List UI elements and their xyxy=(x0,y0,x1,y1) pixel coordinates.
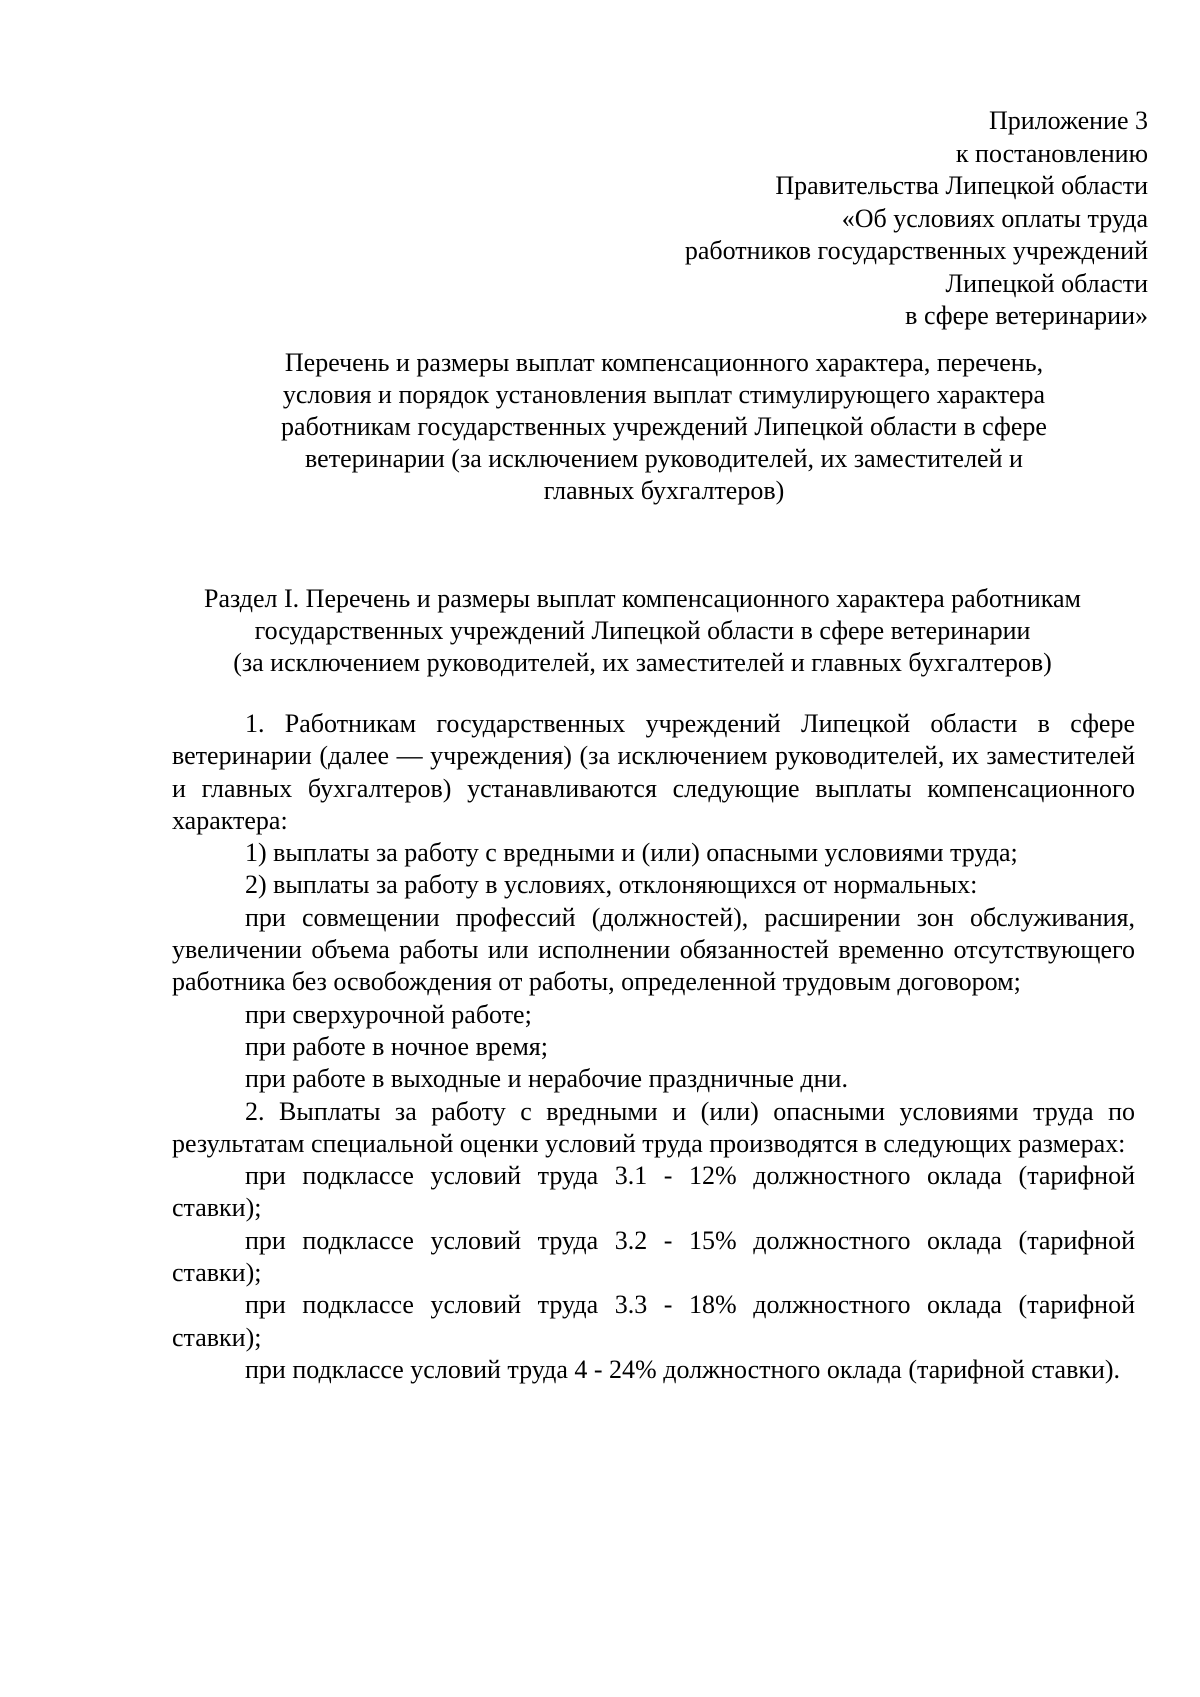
document-title xyxy=(214,347,1114,507)
section-line: (за исключением руководителей, их заместителей и главных бухгалтеров) xyxy=(233,648,1052,677)
paragraph: при совмещении профессий (должностей), расширении зон обслуживания, увеличении объема работы или исполнении обязанностей временно отсутствующего работника без освобождения от работы, определенной трудовым договором; xyxy=(172,902,1135,997)
appendix-header xyxy=(685,105,1148,333)
paragraph: при работе в ночное время; xyxy=(245,1031,548,1061)
appendix-line: Правительства Липецкой области xyxy=(775,171,1148,200)
section-heading xyxy=(150,583,1135,679)
document-body xyxy=(172,708,1135,1386)
section-line: Раздел I. Перечень и размеры выплат компенсационного характера работникам xyxy=(203,584,1081,613)
title-line: работникам государственных учреждений Липецкой области в сфере xyxy=(281,412,1047,441)
appendix-line: в сфере ветеринарии» xyxy=(905,301,1148,330)
paragraph: 1. Работникам государственных учреждений Липецкой области в сфере ветеринарии (далее — учреждения) (за исключением руководителей, их заместителей и главных бухгалтеров) устанавливаются следующие выплаты компенсационного характера: xyxy=(172,709,1135,835)
appendix-line: Приложение 3 xyxy=(988,106,1148,135)
appendix-line: Липецкой области xyxy=(945,268,1148,298)
paragraph: при подклассе условий труда 4 - 24% должностного оклада (тарифной ставки). xyxy=(245,1354,1121,1384)
appendix-line: «Об условиях оплаты труда xyxy=(841,203,1148,233)
paragraph: при работе в выходные и нерабочие праздничные дни. xyxy=(245,1064,848,1094)
appendix-line: работников государственных учреждений xyxy=(684,236,1148,265)
paragraph: при подклассе условий труда 3.3 - 18% должностного оклада (тарифной ставки); xyxy=(172,1290,1135,1352)
title-line: главных бухгалтеров) xyxy=(543,476,785,505)
title-line: ветеринарии (за исключением руководителей, их заместителей и xyxy=(305,444,1023,473)
appendix-line: к постановлению xyxy=(955,138,1148,168)
title-line: Перечень и размеры выплат компенсационного характера, перечень, xyxy=(284,348,1044,377)
paragraph: при подклассе условий труда 3.1 - 12% должностного оклада (тарифной ставки); xyxy=(172,1161,1135,1223)
title-line: условия и порядок установления выплат стимулирующего характера xyxy=(282,380,1046,409)
section-line: государственных учреждений Липецкой области в сфере ветеринарии xyxy=(254,616,1031,645)
paragraph: при подклассе условий труда 3.2 - 15% должностного оклада (тарифной ставки); xyxy=(172,1225,1135,1288)
paragraph: при сверхурочной работе; xyxy=(245,999,532,1029)
paragraph: 2) выплаты за работу в условиях, отклоняющихся от нормальных: xyxy=(245,870,978,900)
paragraph: 1) выплаты за работу с вредными и (или) опасными условиями труда; xyxy=(245,838,1018,868)
paragraph: 2. Выплаты за работу с вредными и (или) опасными условиями труда по результатам специальной оценки условий труда производятся в следующих размерах: xyxy=(172,1096,1135,1158)
